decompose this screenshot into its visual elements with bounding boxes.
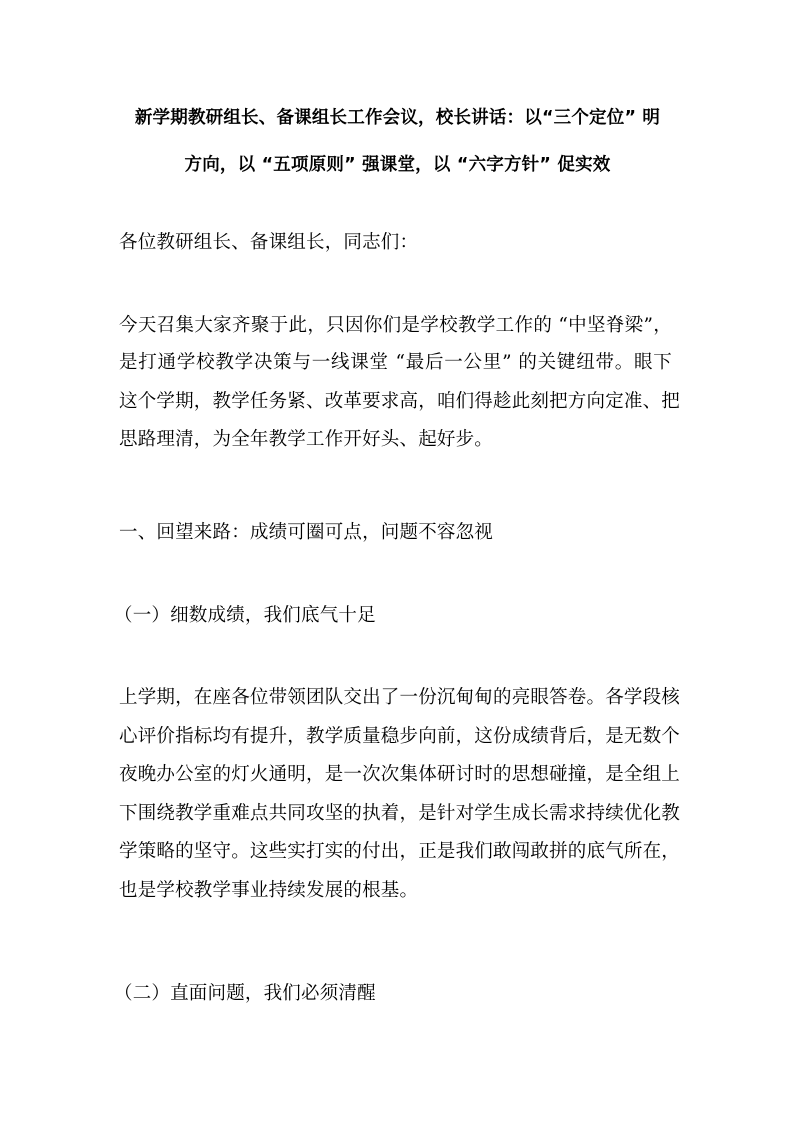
paragraph-line: 是打通学校教学决策与一线课堂 “最后一公里” 的关键纽带。眼下 bbox=[119, 352, 672, 373]
document-title-line-1: 新学期教研组长、备课组长工作会议，校长讲话：以“三个定位” 明 bbox=[134, 108, 661, 128]
subsection-2-heading: （二）直面问题，我们必须清醒 bbox=[114, 983, 376, 1004]
paragraph-line: 也是学校教学事业持续发展的根基。 bbox=[119, 880, 419, 901]
salutation: 各位教研组长、备课组长，同志们： bbox=[119, 232, 419, 253]
section-1-heading: 一、回望来路：成绩可圈可点，问题不容忽视 bbox=[119, 522, 494, 543]
paragraph-line: 这个学期，教学任务紧、改革要求高，咱们得趁此刻把方向定准、把 bbox=[119, 391, 681, 412]
paragraph-line: 学策略的坚守。这些实打实的付出，正是我们敢闯敢拼的底气所在， bbox=[119, 841, 681, 862]
paragraph-line: 今天召集大家齐聚于此，只因你们是学校教学工作的 “中坚脊梁”， bbox=[119, 315, 672, 336]
paragraph-line: 上学期，在座各位带领团队交出了一份沉甸甸的亮眼答卷。各学段核 bbox=[119, 687, 681, 708]
paragraph-line: 思路理清，为全年教学工作开好头、起好步。 bbox=[119, 429, 494, 450]
paragraph-line: 下围绕教学重难点共同攻坚的执着，是针对学生成长需求持续优化教 bbox=[119, 803, 681, 824]
paragraph-line: 心评价指标均有提升，教学质量稳步向前，这份成绩背后，是无数个 bbox=[119, 726, 681, 747]
document-title-line-2: 方向，以 “五项原则” 强课堂，以 “六字方针” 促实效 bbox=[184, 155, 611, 175]
paragraph-line: 夜晚办公室的灯火通明，是一次次集体研讨时的思想碰撞，是全组上 bbox=[119, 764, 681, 785]
subsection-1-heading: （一）细数成绩，我们底气十足 bbox=[114, 605, 376, 626]
